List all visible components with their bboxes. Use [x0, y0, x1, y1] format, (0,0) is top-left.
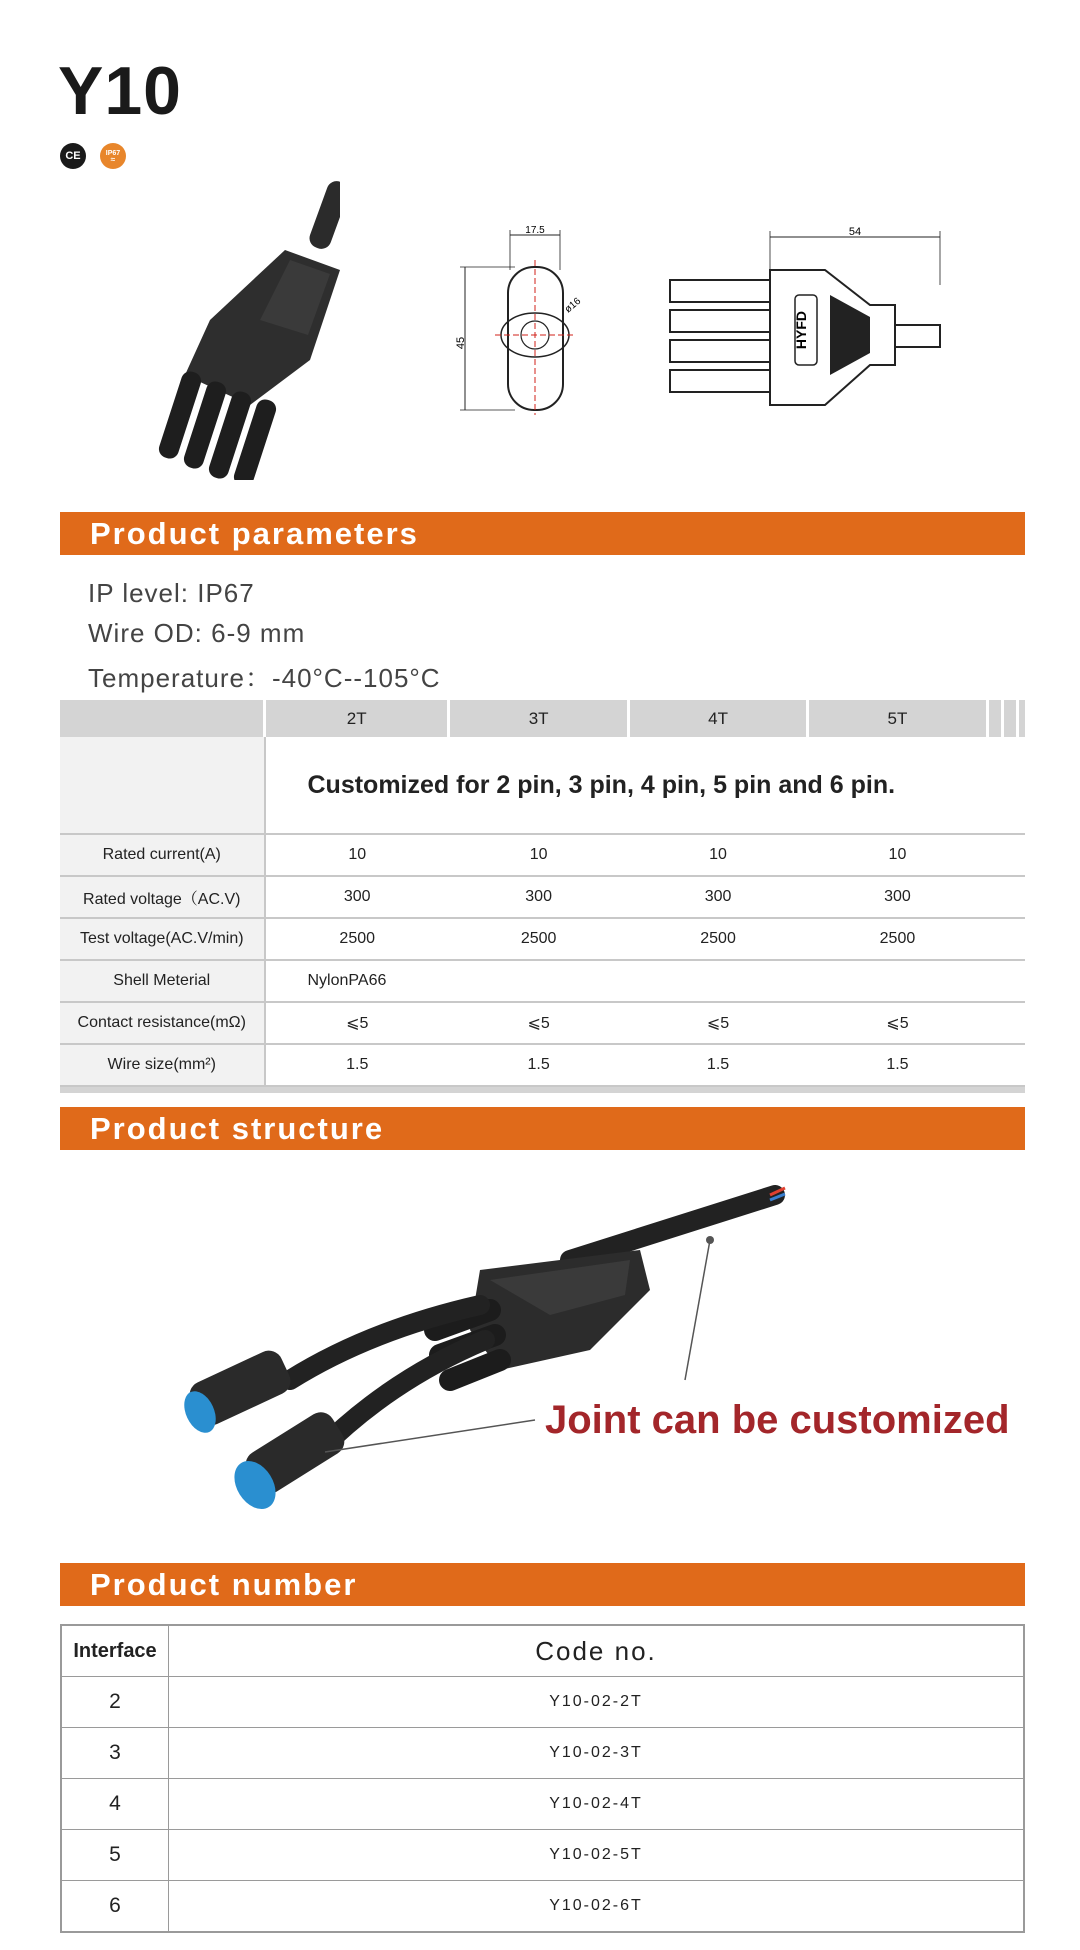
spec-row-label: Wire size(mm²) [60, 1044, 265, 1086]
section-header-structure: Product structure [60, 1107, 1025, 1150]
section-header-parameters: Product parameters [60, 512, 1025, 555]
table-row [60, 1044, 1025, 1086]
table-row [61, 1830, 1024, 1881]
wave-glyph: ≈ [110, 154, 116, 164]
interface-cell: 5 [61, 1830, 169, 1881]
spec-col-4t: 4T [628, 700, 807, 737]
ip67-badge-text: IP67 [105, 149, 121, 157]
spec-col-5t: 5T [808, 700, 987, 737]
section-header-number: Product number [60, 1563, 1025, 1606]
code-cell: Y10-02-4T [169, 1779, 1025, 1830]
table-row [60, 918, 1025, 960]
table-row [60, 876, 1025, 918]
dim-diameter-label: ø16 [562, 295, 584, 316]
table-row [60, 960, 1025, 1002]
spec-cell: 2500 [265, 918, 449, 960]
code-header-interface: Interface [61, 1625, 169, 1677]
spec-col-empty [1002, 700, 1017, 737]
code-cell: Y10-02-2T [169, 1677, 1025, 1728]
interface-cell: 3 [61, 1728, 169, 1779]
structure-photo-icon [170, 1180, 810, 1540]
structure-callout: Joint can be customized [545, 1398, 1010, 1442]
spec-bottom-bar [60, 1086, 1025, 1093]
spec-cell: 300 [808, 876, 987, 918]
spec-cell: 10 [808, 834, 987, 876]
dim-width-label: 17.5 [525, 225, 545, 236]
spec-col-2t: 2T [265, 700, 449, 737]
ce-badge-icon: CE [60, 143, 86, 169]
param-wire-od: Wire OD: 6-9 mm [88, 618, 306, 648]
spec-cell: ⩽5 [628, 1002, 807, 1044]
spec-cell: 2500 [808, 918, 987, 960]
dim-length-label: 54 [848, 226, 862, 238]
spec-cell: NylonPA66 [265, 960, 1026, 1002]
code-table [60, 1624, 1025, 1933]
spec-row-label: Rated voltage（AC.V) [60, 876, 265, 918]
spec-cell: 1.5 [628, 1044, 807, 1086]
spec-cell: ⩽5 [265, 1002, 449, 1044]
param-ip-level: IP level: IP67 [88, 578, 255, 608]
param-temperature: Temperature：-40°C--105°C [88, 663, 441, 693]
spec-custom-note: Customized for 2 pin, 3 pin, 4 pin, 5 pin and 6 pin. [265, 737, 1026, 834]
table-row [61, 1779, 1024, 1830]
spec-col-empty [1017, 700, 1025, 737]
code-cell: Y10-02-6T [169, 1881, 1025, 1933]
spec-row-label: Rated current(A) [60, 834, 265, 876]
table-row [60, 1002, 1025, 1044]
spec-cell: 300 [265, 876, 449, 918]
code-cell: Y10-02-3T [169, 1728, 1025, 1779]
spec-cell: 2500 [449, 918, 628, 960]
spec-cell: 10 [628, 834, 807, 876]
spec-col-empty [987, 700, 1002, 737]
brand-label: HYFD [793, 310, 809, 350]
spec-custom-label [60, 737, 265, 834]
spec-cell: 2500 [628, 918, 807, 960]
code-header-code: Code no. [169, 1625, 1025, 1677]
product-title: Y10 [58, 53, 182, 129]
spec-cell: 1.5 [265, 1044, 449, 1086]
table-row [61, 1677, 1024, 1728]
ip67-badge-icon [100, 143, 126, 169]
code-cell: Y10-02-5T [169, 1830, 1025, 1881]
table-row [61, 1881, 1024, 1933]
spec-cell: 300 [628, 876, 807, 918]
front-view-drawing [450, 225, 600, 420]
spec-row-label: Shell Meterial [60, 960, 265, 1002]
interface-cell: 4 [61, 1779, 169, 1830]
spec-cell: ⩽5 [808, 1002, 987, 1044]
side-view-drawing [665, 225, 1010, 420]
dim-height-label: 45 [455, 336, 467, 350]
spec-cell: 300 [449, 876, 628, 918]
spec-cell: ⩽5 [449, 1002, 628, 1044]
spec-table [60, 700, 1025, 1093]
spec-col-3t: 3T [449, 700, 628, 737]
spec-cell: 1.5 [808, 1044, 987, 1086]
table-row [60, 834, 1025, 876]
product-photo-icon [140, 170, 340, 480]
interface-cell: 2 [61, 1677, 169, 1728]
spec-header-row [60, 700, 1025, 737]
table-row [61, 1728, 1024, 1779]
spec-custom-row [60, 737, 1025, 834]
code-header-row [61, 1625, 1024, 1677]
spec-cell: 10 [449, 834, 628, 876]
spec-cell: 10 [265, 834, 449, 876]
spec-cell: 1.5 [449, 1044, 628, 1086]
spec-row-label: Test voltage(AC.V/min) [60, 918, 265, 960]
spec-row-label: Contact resistance(mΩ) [60, 1002, 265, 1044]
spec-header-corner [60, 700, 265, 737]
interface-cell: 6 [61, 1881, 169, 1933]
